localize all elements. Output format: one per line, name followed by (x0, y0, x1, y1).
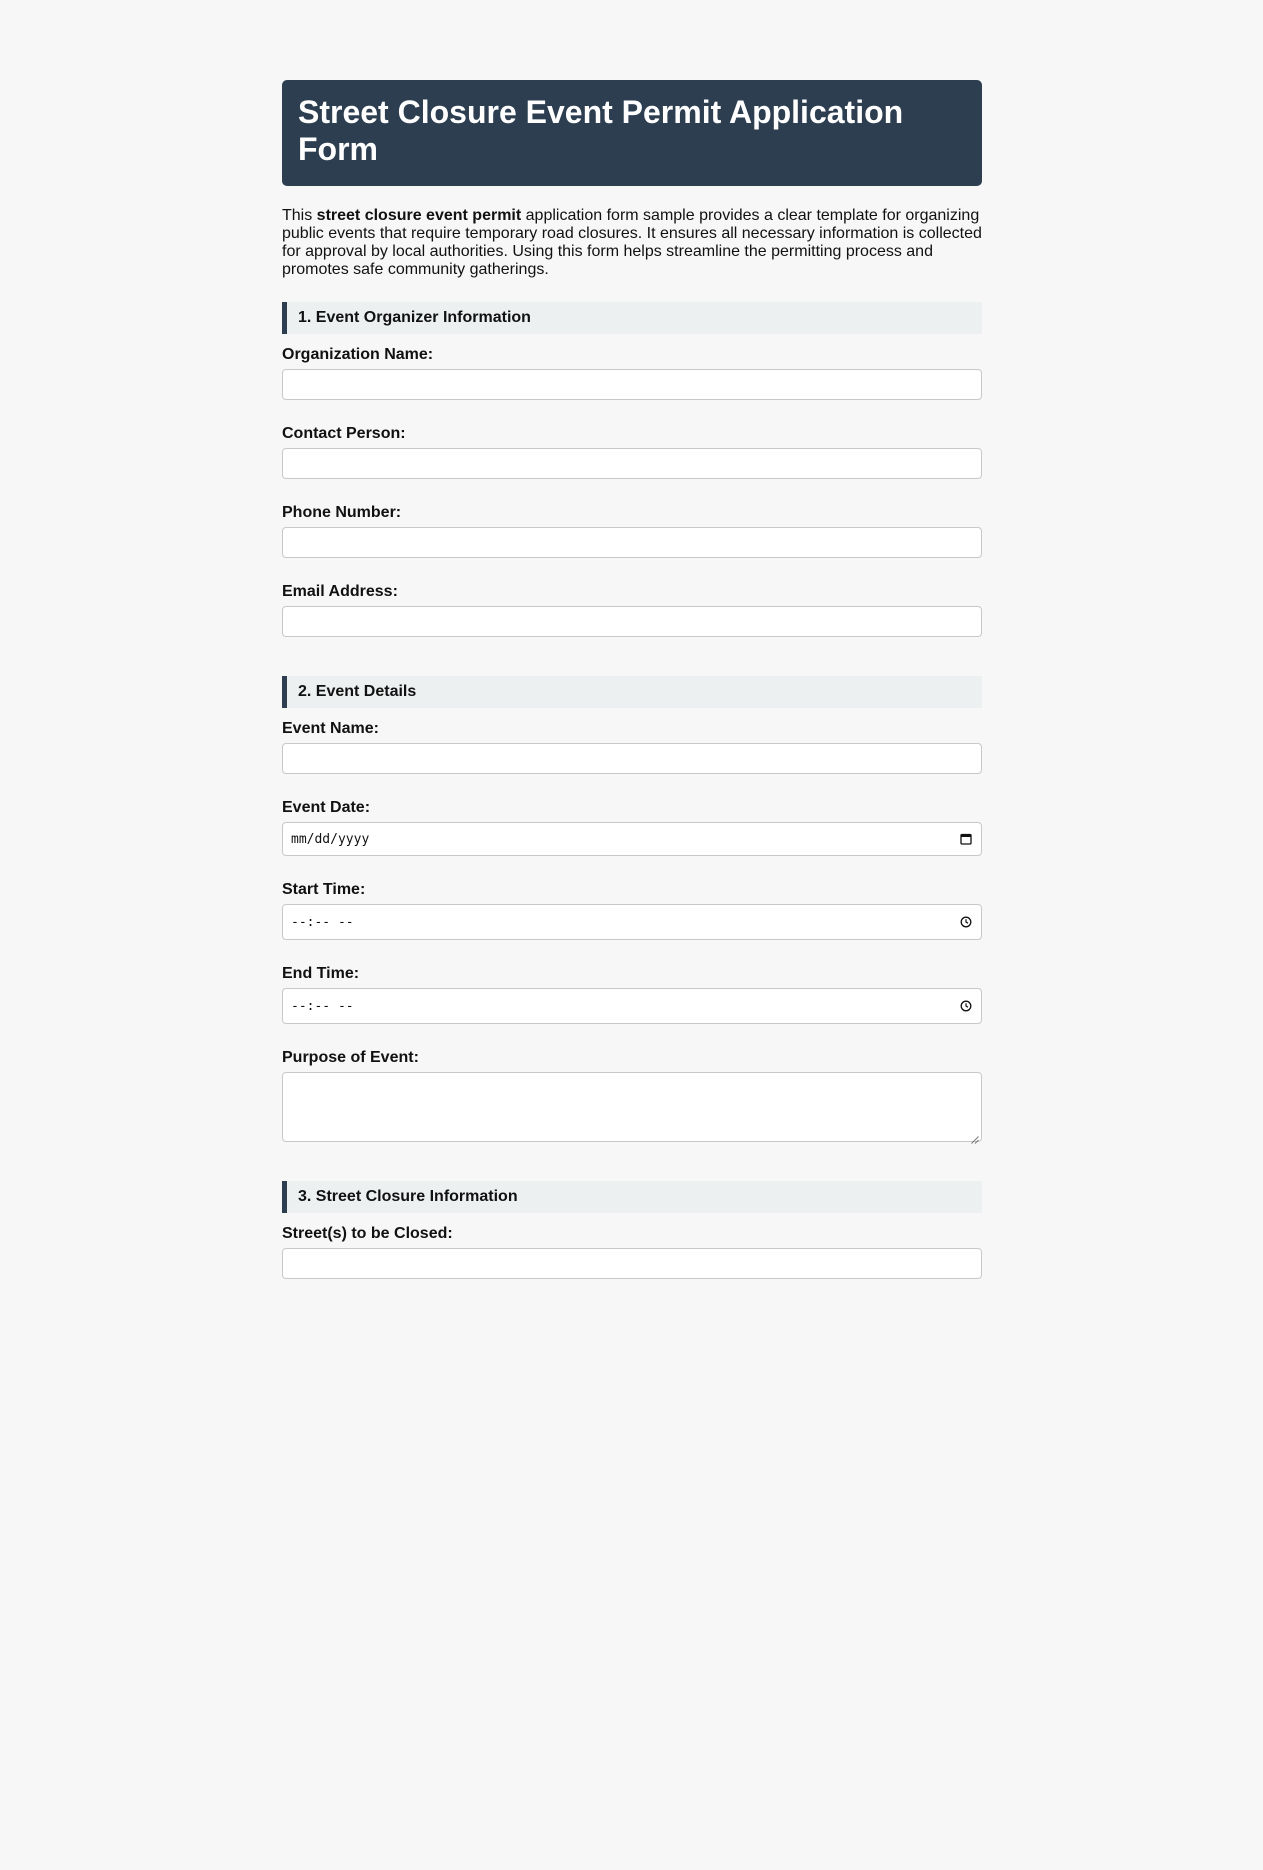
intro-prefix: This (282, 207, 317, 224)
section-header-closure (282, 1181, 982, 1213)
intro-bold: street closure event permit (316, 207, 522, 224)
section-header-organizer (282, 302, 982, 334)
section-title: 2. Event Details (298, 683, 417, 700)
streets-closed-input[interactable] (282, 1248, 982, 1279)
clock-icon[interactable] (960, 916, 972, 928)
event-date-label: Event Date: (282, 799, 371, 816)
purpose-textarea[interactable] (282, 1072, 982, 1142)
start-time-placeholder: --:-- -- (291, 914, 354, 930)
calendar-icon[interactable] (960, 833, 972, 845)
org-name-label: Organization Name: (282, 346, 434, 363)
resize-grip-icon[interactable] (971, 1131, 979, 1139)
event-name-label: Event Name: (282, 720, 379, 737)
end-time-input[interactable] (282, 988, 982, 1024)
form-container (282, 80, 982, 1279)
email-address-input[interactable] (282, 606, 982, 637)
email-address-label: Email Address: (282, 583, 398, 600)
end-time-placeholder: --:-- -- (291, 998, 354, 1014)
contact-person-input[interactable] (282, 448, 982, 479)
phone-number-input[interactable] (282, 527, 982, 558)
intro-paragraph (282, 207, 982, 279)
event-date-input[interactable] (282, 822, 982, 856)
title-banner (282, 80, 982, 186)
purpose-label: Purpose of Event: (282, 1049, 419, 1066)
contact-person-label: Contact Person: (282, 425, 406, 442)
start-time-input[interactable] (282, 904, 982, 940)
org-name-input[interactable] (282, 369, 982, 400)
event-name-input[interactable] (282, 743, 982, 774)
start-time-label: Start Time: (282, 881, 366, 898)
end-time-label: End Time: (282, 965, 360, 982)
clock-icon[interactable] (960, 1000, 972, 1012)
event-date-placeholder: mm/dd/yyyy (291, 831, 370, 847)
section-title: 3. Street Closure Information (298, 1188, 518, 1205)
section-title: 1. Event Organizer Information (298, 309, 531, 326)
section-header-details (282, 676, 982, 708)
streets-closed-label: Street(s) to be Closed: (282, 1225, 453, 1242)
page-title: Street Closure Event Permit Application Form (298, 94, 904, 167)
intro-suffix: application form sample provides a clear template for organizing public events that require temporary road closures. It ensures all necessary information is collected for approval by local authorities. Using this form helps streamline the permitting process and promotes safe community gatherings. (282, 207, 982, 278)
phone-number-label: Phone Number: (282, 504, 402, 521)
